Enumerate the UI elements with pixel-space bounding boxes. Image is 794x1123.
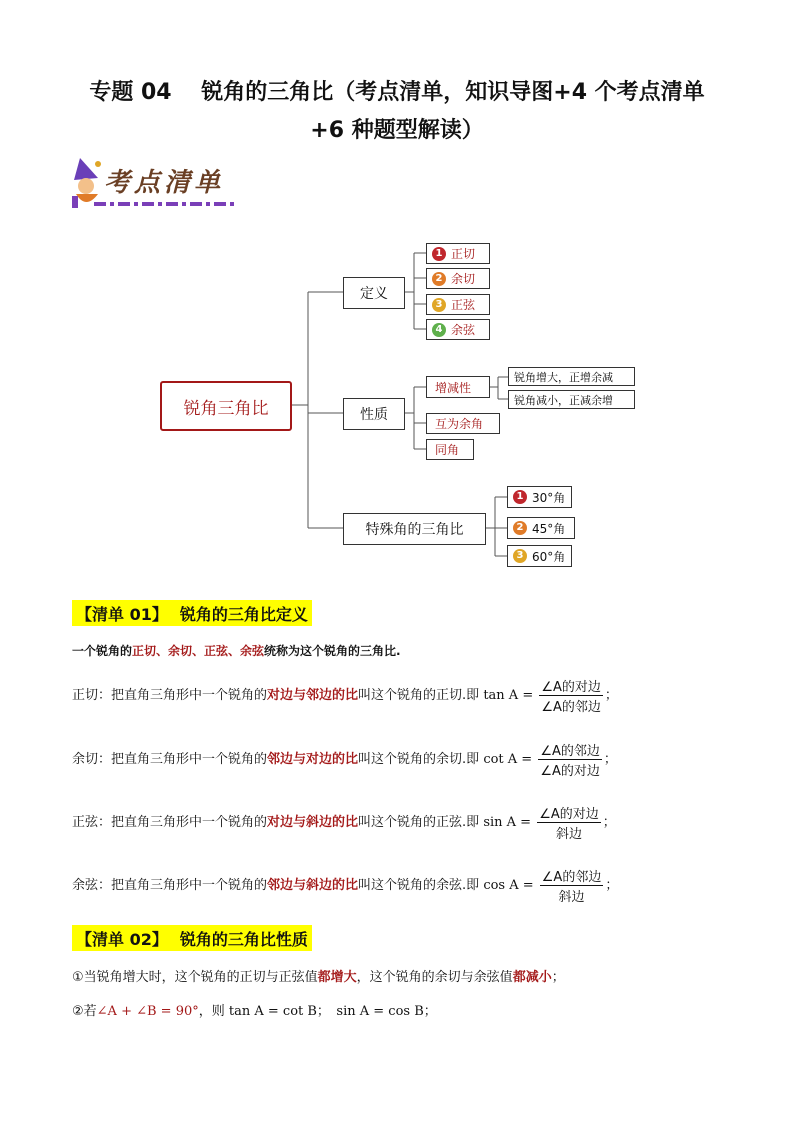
p1-key: 都减小	[512, 970, 552, 985]
leaf-label: 余弦	[451, 323, 476, 337]
fraction-numerator: ∠A的对边	[537, 803, 601, 823]
number-badge: 1	[432, 247, 446, 261]
branch-special-angles: 特殊角的三角比	[343, 513, 486, 545]
fraction-denominator: 斜边	[558, 890, 585, 905]
section-title: 锐角的三角比定义	[179, 604, 308, 624]
branch-property: 性质	[343, 398, 405, 430]
leaf-complementary: 互为余角	[426, 413, 500, 434]
leaf-label: 30°角	[532, 490, 566, 505]
leaf-30-degree	[507, 486, 572, 508]
row-text: 叫这个锐角的正切.即	[358, 688, 480, 703]
leaf-label: 45°角	[532, 521, 566, 536]
leaf-sine	[426, 294, 490, 315]
definition-row	[72, 866, 618, 905]
leaf-label: 余切	[451, 272, 476, 286]
number-badge: 2	[513, 521, 527, 535]
leaf-label: 60°角	[532, 549, 566, 564]
definition-row	[72, 803, 616, 842]
leaf-60-degree	[507, 545, 572, 567]
fraction-numerator: ∠A的对边	[539, 676, 603, 696]
formula-fraction	[537, 803, 601, 842]
fraction-denominator: ∠A的邻边	[541, 700, 601, 715]
mindmap-root: 锐角三角比	[160, 381, 292, 431]
definition-row	[72, 676, 618, 715]
fraction-denominator: ∠A的对边	[540, 764, 600, 779]
banner-text: 考点清单	[104, 168, 225, 198]
formula-fraction	[540, 866, 604, 905]
row-text: 叫这个锐角的余切.即	[358, 752, 480, 767]
leaf-label: 正弦	[451, 298, 476, 312]
row-end: ；	[602, 815, 616, 830]
row-key-phrase: 对边与斜边的比	[267, 815, 359, 830]
section-title: 锐角的三角比性质	[179, 929, 308, 949]
definition-row	[72, 740, 617, 779]
definition-intro	[72, 642, 401, 659]
formula-fn: tan A =	[483, 688, 534, 703]
leaf-tangent	[426, 243, 490, 264]
section-01-heading	[72, 600, 312, 626]
row-text: 叫这个锐角的正弦.即	[358, 815, 480, 830]
intro-pre: 一个锐角的	[72, 644, 133, 658]
leaf-45-degree	[507, 517, 575, 539]
intro-post: 统称为这个锐角的三角比.	[264, 644, 401, 658]
p1-end: ；	[551, 970, 565, 985]
row-text: 正弦：把直角三角形中一个锐角的	[72, 815, 268, 830]
p2-condition: ∠A + ∠B = 90°	[96, 1004, 199, 1019]
row-key-phrase: 对边与邻边的比	[267, 688, 359, 703]
number-badge: 2	[432, 272, 446, 286]
leaf-label: 正切	[451, 247, 476, 261]
formula-fn: sin A =	[483, 815, 532, 830]
leaf-same-angle: 同角	[426, 439, 474, 460]
title-line-1: 专题 04 锐角的三角比（考点清单，知识导图+4 个考点清单	[89, 80, 705, 105]
fraction-denominator: 斜边	[555, 827, 582, 842]
number-badge: 3	[513, 549, 527, 563]
p2-text: ②若	[72, 1004, 97, 1019]
number-badge: 3	[432, 298, 446, 312]
number-badge: 4	[432, 323, 446, 337]
property-2	[72, 1000, 437, 1019]
p1-key: 都增大	[317, 970, 357, 985]
fraction-numerator: ∠A的邻边	[540, 866, 604, 886]
row-text: 叫这个锐角的余弦.即	[358, 878, 480, 893]
row-key-phrase: 邻边与斜边的比	[267, 878, 359, 893]
leaf-decrease-rule: 锐角减小，正减余增	[508, 390, 635, 409]
property-1	[72, 966, 565, 985]
formula-fraction	[539, 676, 603, 715]
p1-text: ①当锐角增大时，这个锐角的正切与正弦值	[72, 970, 318, 985]
section-tag: 【清单 02】	[76, 929, 168, 949]
number-badge: 1	[513, 490, 527, 504]
fraction-numerator: ∠A的邻边	[538, 740, 602, 760]
title-line-2: +6 种题型解读）	[310, 118, 484, 143]
row-end: ；	[605, 878, 619, 893]
row-end: ；	[603, 752, 617, 767]
row-text: 正切：把直角三角形中一个锐角的	[72, 688, 268, 703]
p1-text: ，这个锐角的余切与余弦值	[356, 970, 513, 985]
leaf-monotonic: 增减性	[426, 376, 490, 398]
row-end: ；	[604, 688, 618, 703]
p2-text: ，则 tan A = cot B； sin A = cos B；	[198, 1004, 437, 1019]
row-key-phrase: 邻边与对边的比	[267, 752, 359, 767]
row-text: 余切：把直角三角形中一个锐角的	[72, 752, 268, 767]
formula-fraction	[538, 740, 602, 779]
formula-fn: cot A =	[483, 752, 533, 767]
section-tag: 【清单 01】	[76, 604, 168, 624]
branch-definition: 定义	[343, 277, 405, 309]
section-02-heading	[72, 925, 312, 951]
formula-fn: cos A =	[483, 878, 534, 893]
leaf-increase-rule: 锐角增大，正增余减	[508, 367, 635, 386]
row-text: 余弦：把直角三角形中一个锐角的	[72, 878, 268, 893]
intro-terms: 正切、余切、正弦、余弦	[132, 644, 265, 658]
leaf-cotangent	[426, 268, 490, 289]
leaf-cosine	[426, 319, 490, 340]
